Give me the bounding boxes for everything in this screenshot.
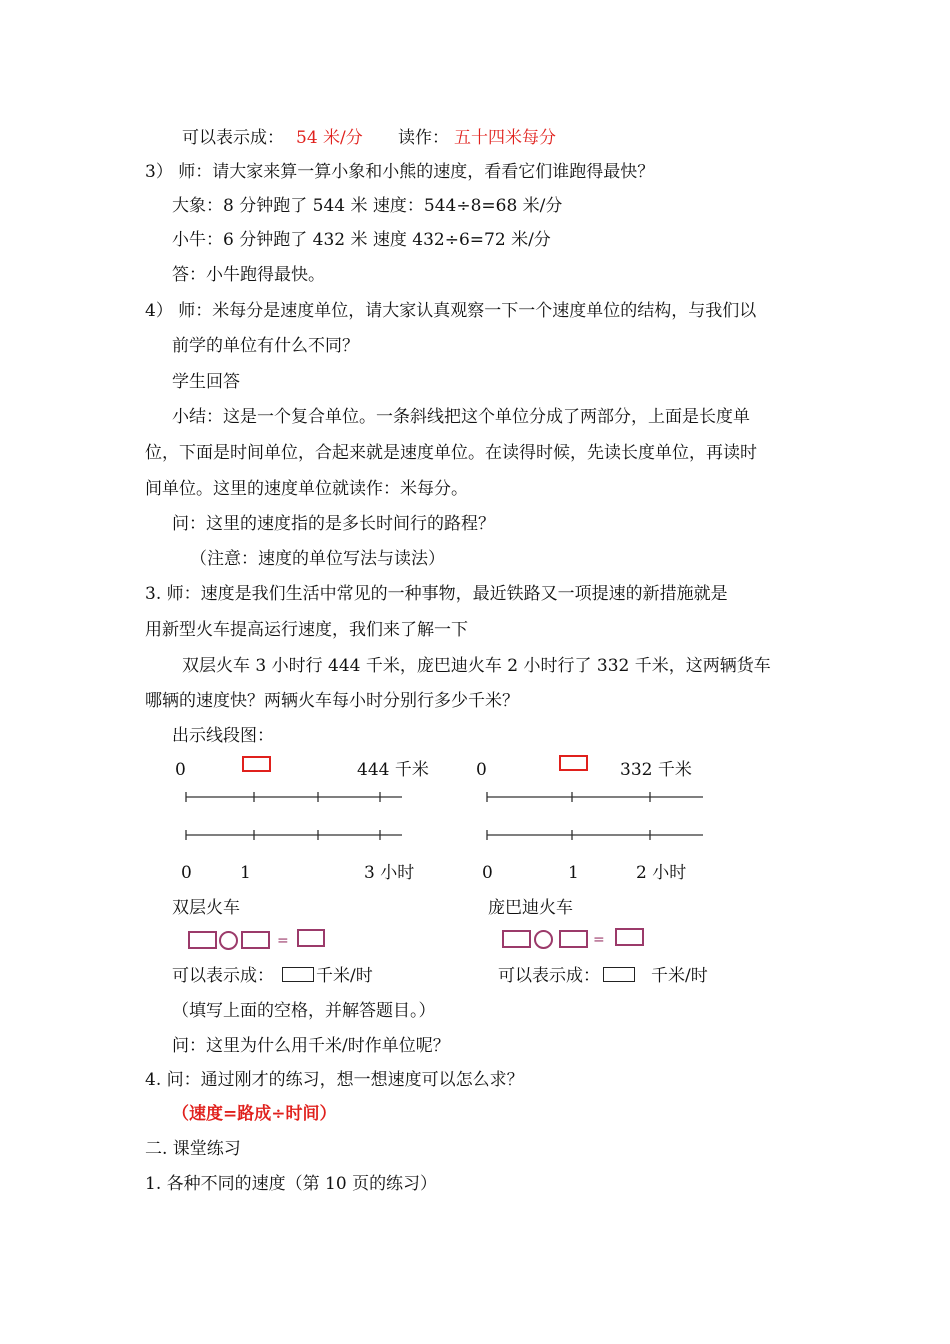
section-exercise-heading: 二. 课堂练习: [145, 1139, 241, 1159]
note-line: （注意：速度的单位写法与读法）: [190, 549, 445, 569]
left-equals: =: [277, 933, 289, 949]
left-bottom-2: 3 小时: [364, 863, 415, 883]
fill-instruction: （填写上面的空格，并解答题目。）: [172, 1001, 436, 1021]
right-answer-blank[interactable]: [603, 967, 635, 982]
left-top-start: 0: [175, 760, 186, 780]
left-box-result[interactable]: [297, 929, 325, 947]
diagram-intro: 出示线段图：: [172, 726, 274, 746]
right-equals: =: [593, 932, 605, 948]
summary-1: 小结：这是一个复合单位。一条斜线把这个单位分成了两部分，上面是长度单: [172, 407, 750, 427]
question-4-cont: 前学的单位有什么不同？: [172, 336, 359, 356]
speed-unit-reading: 五十四米每分: [454, 128, 556, 148]
right-bottom-0: 0: [482, 863, 493, 883]
read-label: 读作：: [398, 128, 449, 148]
unit-question: 问：这里为什么用千米/时作单位呢？: [172, 1036, 450, 1056]
ask-line: 问：这里的速度指的是多长时间行的路程？: [172, 514, 495, 534]
summary-3: 间单位。这里的速度单位就读作：米每分。: [145, 479, 468, 499]
right-top-end: 332 千米: [620, 760, 692, 780]
left-train-name: 双层火车: [172, 898, 240, 918]
student-answer: 学生回答: [172, 372, 240, 392]
right-operator-circle[interactable]: [534, 930, 553, 949]
speed-unit-value: 54 米/分: [296, 128, 363, 148]
section-3: 3. 师：速度是我们生活中常见的一种事物，最近铁路又一项提速的新措施就是: [145, 584, 728, 604]
answer-line: 答：小牛跑得最快。: [172, 265, 325, 285]
left-box-2[interactable]: [241, 931, 270, 949]
question-4: 4） 师：米每分是速度单位，请大家认真观察一下一个速度单位的结构，与我们以: [145, 301, 757, 321]
left-bottom-1: 1: [240, 863, 251, 883]
section-4: 4. 问：通过刚才的练习，想一想速度可以怎么求？: [145, 1070, 524, 1090]
train-problem: 双层火车 3 小时行 444 千米，庞巴迪火车 2 小时行了 332 千米，这两辆货车: [182, 656, 771, 676]
speed-formula: （速度=路成÷时间）: [172, 1104, 337, 1124]
left-blank-segment: [242, 756, 271, 772]
left-box-1[interactable]: [188, 931, 217, 949]
cow-line: 小牛：6 分钟跑了 432 米 速度 432÷6=72 米/分: [172, 230, 551, 250]
left-operator-circle[interactable]: [219, 931, 238, 950]
section-3-cont: 用新型火车提高运行速度，我们来了解一下: [145, 620, 468, 640]
left-express-label: 可以表示成：: [172, 966, 274, 986]
train-problem-cont: 哪辆的速度快？两辆火车每小时分别行多少千米？: [145, 691, 519, 711]
left-bottom-0: 0: [181, 863, 192, 883]
left-top-end: 444 千米: [357, 760, 429, 780]
right-box-1[interactable]: [502, 930, 531, 948]
left-answer-blank[interactable]: [282, 967, 314, 982]
summary-2: 位，下面是时间单位，合起来就是速度单位。在读得时候，先读长度单位，再读时: [145, 443, 757, 463]
right-bottom-2: 2 小时: [636, 863, 687, 883]
right-unit: 千米/时: [651, 966, 708, 986]
express-label: 可以表示成：: [182, 128, 284, 148]
exercise-1: 1. 各种不同的速度（第 10 页的练习）: [145, 1174, 438, 1194]
right-express-label: 可以表示成：: [498, 966, 600, 986]
right-top-start: 0: [476, 760, 487, 780]
question-3: 3） 师：请大家来算一算小象和小熊的速度，看看它们谁跑得最快？: [145, 162, 655, 182]
left-unit: 千米/时: [316, 966, 373, 986]
right-box-result[interactable]: [615, 928, 644, 946]
elephant-line: 大象：8 分钟跑了 544 米 速度：544÷8=68 米/分: [172, 196, 563, 216]
right-box-2[interactable]: [559, 930, 588, 948]
right-train-name: 庞巴迪火车: [488, 898, 573, 918]
right-bottom-1: 1: [568, 863, 579, 883]
right-blank-segment: [559, 755, 588, 771]
